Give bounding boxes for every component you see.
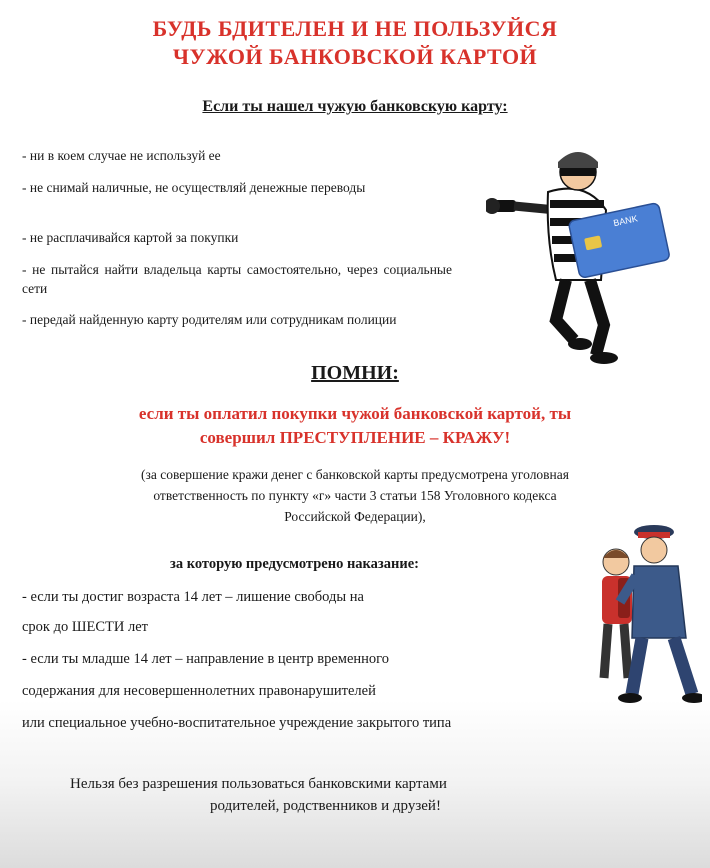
punishment-line: срок до ШЕСТИ лет [22, 619, 148, 635]
punishment-line: - если ты младше 14 лет – направление в центр временного [22, 651, 390, 667]
warning-line-1: если ты оплатил покупки чужой банковской картой, ты [138, 404, 572, 423]
law-line-2: ответственность по пункту «г» части 3 статьи 158 Уголовного кодекса [153, 488, 557, 503]
footer-line-1: Нельзя без разрешения пользоваться банковскими картами [70, 776, 447, 792]
remember-heading: ПОМНИ: [311, 362, 399, 384]
law-line-3: Российской Федерации), [284, 509, 426, 524]
card-label: BANK [612, 213, 639, 229]
law-line-1: (за совершение кражи денег с банковской карты предусмотрена уголовная [141, 467, 569, 482]
thief-illustration [486, 140, 676, 368]
rule-item: - не расплачивайся картой за покупки [22, 230, 239, 245]
punishment-line: - если ты достиг возраста 14 лет – лишение свободы на [22, 589, 364, 605]
punishment-heading: за которую предусмотрено наказание: [170, 556, 419, 572]
footer-line-2: родителей, родственников и друзей! [210, 798, 441, 814]
title-line-1: БУДЬ БДИТЕЛЕН И НЕ ПОЛЬЗУЙСЯ [152, 16, 558, 41]
rule-item: - не снимай наличные, не осуществляй денежные переводы [22, 180, 366, 195]
rule-item: - передай найденную карту родителям или сотрудникам полиции [22, 312, 397, 327]
rule-item: - не пытайся найти владельца карты самостоятельно, через социальные сети [22, 262, 452, 296]
rule-item: - ни в коем случае не используй ее [22, 148, 221, 163]
subtitle: Если ты нашел чужую банковскую карту: [202, 98, 508, 115]
warning-line-2: совершил ПРЕСТУПЛЕНИЕ – КРАЖУ! [199, 428, 511, 447]
punishment-line: содержания для несовершеннолетних правонарушителей [22, 683, 376, 699]
punishment-line: или специальное учебно-воспитательное учреждение закрытого типа [22, 715, 452, 731]
police-illustration [592, 518, 702, 708]
title-line-2: ЧУЖОЙ БАНКОВСКОЙ КАРТОЙ [172, 44, 538, 69]
